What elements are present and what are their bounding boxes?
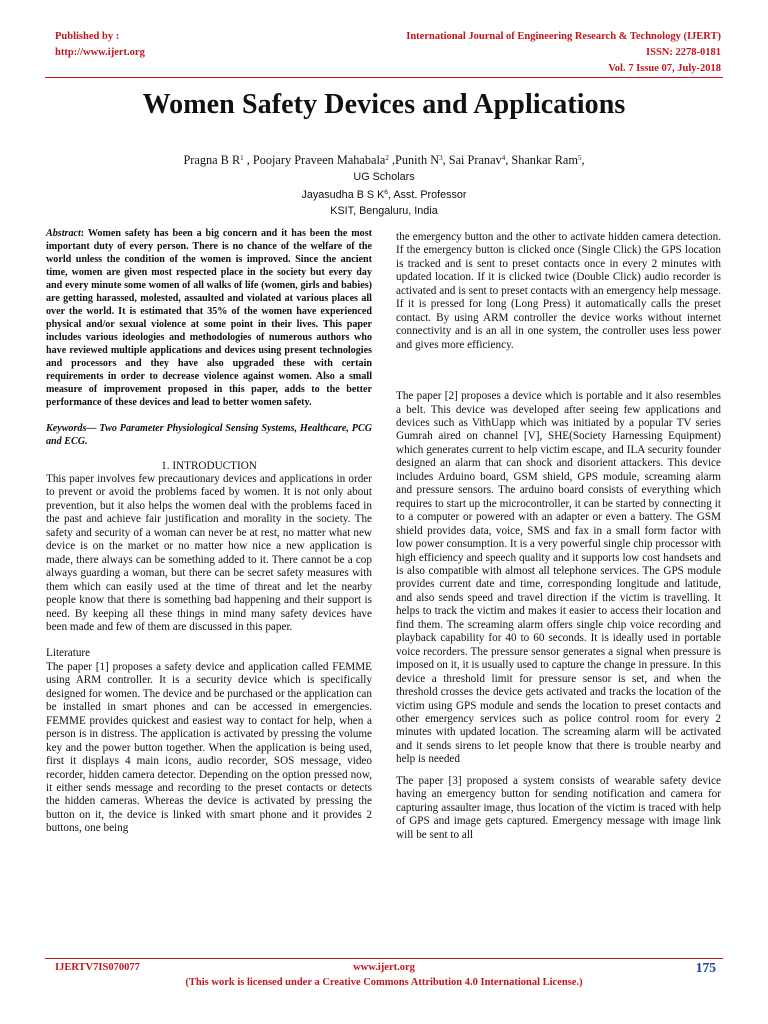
affiliation-block [0,170,768,219]
paper-title: Women Safety Devices and Applications [142,89,626,120]
page-number: 175 [695,960,716,975]
advisor-index: 6 [384,189,388,197]
journal-name: International Journal of Engineering Research & Technology (IJERT) [406,31,721,42]
author-name: , Sai Pranav [442,153,502,167]
volume-issue: Vol. 7 Issue 07, July-2018 [608,63,721,74]
author-name: ,Punith N [388,153,440,167]
publisher-block [55,29,145,61]
literature-paragraph: The paper [1] proposes a safety device and application called FEMME using ARM controller. It is a security device which is specifically designed for women. The device and be purchased or the application can be installed in smart phones and can be accessed in emergencies. FEMME provides quickest and easiest way to contact for help, when a person is in distress. The application is activated by pressing the volume key and the power button together. When the application is being used, first it displays 4 main icons, audio recorder, SOS message, video recorder, hidden camera detector. Depending on the option pressed now, it either sends message and recording to the preset contacts or detects the hidden cameras. Whereas the device is activated by pressing the button on it, the device is linked with smart phone and it provides 2 buttons, one being [46,660,372,835]
author-name: , Shankar Ram [505,153,578,167]
header-rule [45,77,723,78]
literature-label: Literature [46,647,91,660]
left-column [46,227,372,836]
abstract [46,227,372,409]
advisor-title: , Asst. Professor [387,189,467,202]
paper-id: IJERTV7IS070077 [55,962,140,973]
author-index: 4 [501,154,506,162]
section-heading: 1. INTRODUCTION [161,460,257,472]
footer-site-link[interactable]: www.ijert.org [353,962,415,973]
author-name: , Poojary Praveen Mahabala [243,153,386,167]
journal-block [406,29,721,77]
author-name: Pragna B R [183,153,241,167]
body-paragraph: the emergency button and the other to activate hidden camera detection. If the emergency button is clicked once (Single Click) the GPS location is tracked and is sent to preset contacts once in every 2 minutes with updated location. If it is clicked twice (Double Click) audio recorder is activated and is sent to preset contacts with an emergency help message. If it is pressed for long (Long Press) it automatically calls the preset contact. By using ARM controller the device works without internet connectivity and is an all in one system, the controller uses less power and gives more efficiency. [396,231,721,351]
affiliation-role: UG Scholars [353,171,415,183]
advisor-name: Jayasudha B S K [301,189,385,202]
advisor-line [0,185,768,203]
license-note: (This work is licensed under a Creative Commons Attribution 4.0 International License.) [185,977,583,988]
footer-rule [45,958,723,959]
author-list [0,153,768,168]
keywords: Keywords— Two Parameter Physiological Sensing Systems, Healthcare, PCG and ECG. [46,423,372,447]
abstract-label: Abstract [46,228,81,239]
intro-paragraph: This paper involves few precautionary devices and applications in order to prevent or avoid the problems faced by women. It is not only about prevention, but it also helps the women deal with the problems faced in the past and achieve fair justification and morality in the society. The safety and security of a woman can never be at rest, no matter what new device is on the market or no matter how nice a new application is made, there always can be something added to it. There cannot be a cop always guarding a woman, but there can be secret safety measures with them which can easily used at the time of threat and let the nearby people know that there is something bad happening and their support is need. By keeping all these things in mind many safety devices have been made and few of them are discussed in this paper. [46,473,372,633]
body-paragraph: The paper [3] proposed a system consists of wearable safety device having an emergency button for sending notification and camera for capturing assaulter image, thus location of the victim is traced with help of GPS and image gets captured. Emergency message with image link will be sent to all [396,774,721,841]
author-index: 3 [439,154,443,162]
right-column [396,231,721,842]
author-list-end: , [581,153,585,167]
author-index: 5 [577,154,582,162]
abstract-text: : Women safety has been a big concern and it has been the most important duty of every person. There is no chance of the welfare of the world unless the condition of the women is improved. Since the ancient time, women are given most respected place in the society but every day and every minute some women of all walks of life (women, girls and babies) are getting harassed, molested, assaulted and violated at various places all over the world. It is estimated that 35% of the women have experienced physical and/or sexual violence at some point in their lives. This paper includes various ideologies and methodologies of numerous authors who have reviewed multiple applications and devices using present technologies and processors and they have also upgraded these with certain requirements in order to decrease violence against women. Also a small measure of improvement proposed in this paper, adds to the better performance of these devices and lead to better women safety. [46,228,372,408]
author-index: 2 [385,154,389,162]
issn: ISSN: 2278-0181 [646,47,721,58]
author-index: 1 [240,154,244,162]
published-by-label: Published by : [55,31,120,42]
institution: KSIT, Bengaluru, India [330,204,438,217]
body-paragraph: The paper [2] proposes a device which is portable and it also resembles a belt. This device was developed after seeing few applications and devices such as VithUapp which was initiated by a popular TV series Gumrah aired on channel [V], SHE(Society Harnessing Equipment) which generates current to help victim escape, and ILA security founder designed an alarm that can shock and disorient attackers. This device includes Arduino board, GSM shield, GPS module, screaming alarm and pressure sensors. The arduino board consists of everything which requires to start up the microcontroller, it can be started by connecting it to a computer or powered with an adapter or even a battery. The GSM shield provides data, voice, SMS and fax in a small form factor with low power consumption. It is a very powerful single chip processor with high efficiency and speech quality and it supports low cost handsets and is also compatible with almost all telephone services. The GPS module provides current date and time, corresponding longitude and latitude, and also sends speed and travel direction if the victim is travelling. It helps to track the victim and makes it easier to access their location and find them. The screaming alarm offers single chip voice recording and playback capability for 40 to 60 seconds. It is ideally used in portable voice recorders. The pressure sensor generates a signal when pressure is imposed on it, it is usually used to capture the change in pressure. In this device a threshold limit for pressure sensor is set, and when the threshold crosses the device gets activated and tracks the location of the victim using GPS module and sends the location to preset contacts and other emergency services such as police control room for every 2 minutes with updated location. The screaming alarm will be activated and it sends sirens to let people know that there is trouble nearby and help is needed [396,390,721,766]
publisher-site-link[interactable]: http://www.ijert.org [55,47,145,58]
